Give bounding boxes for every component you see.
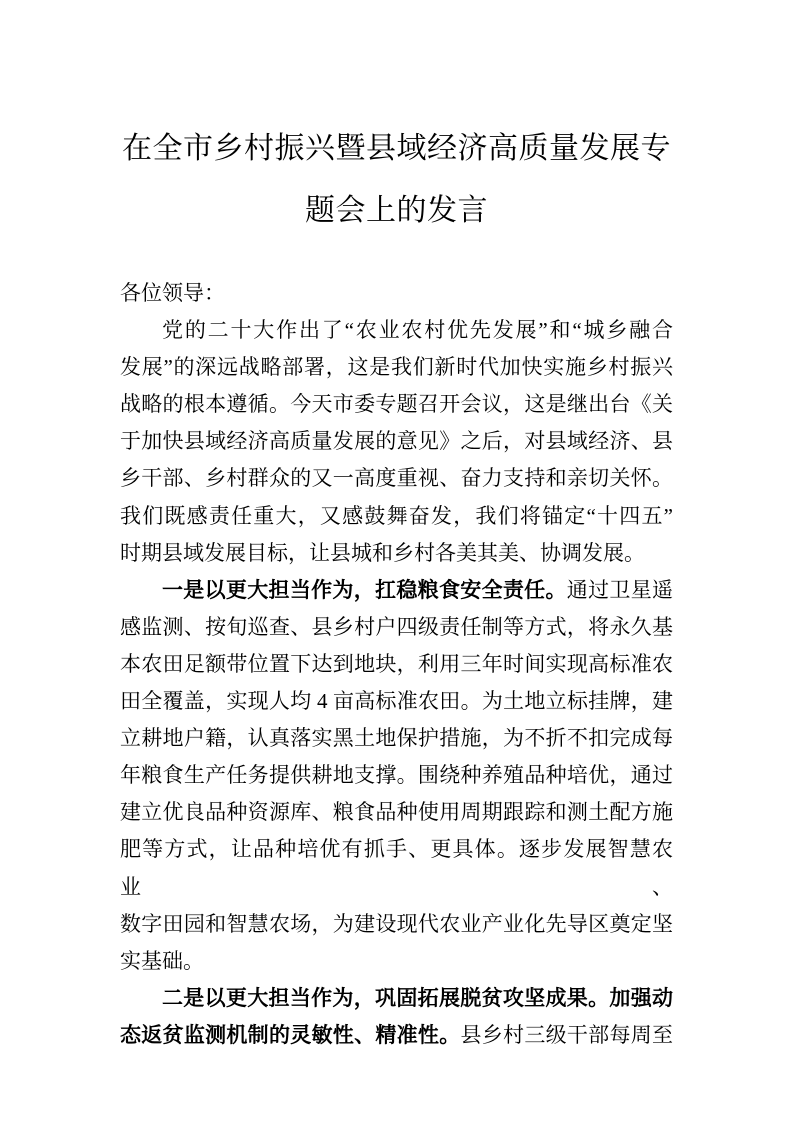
text-line <box>120 831 673 905</box>
text-line <box>120 609 673 646</box>
text-run: 我们既感责任重大，又感鼓舞奋发，我们将锚定“十四五” <box>120 503 673 528</box>
text-run: 乡干部、乡村群众的又一高度重视、奋力支持和亲切关怀。 <box>120 466 673 491</box>
text-line <box>120 720 673 757</box>
text-line <box>120 980 673 1017</box>
text-run: 田全覆盖，实现人均 4 亩高标准农田。为土地立标挂牌，建 <box>120 689 673 714</box>
text-run: 年粮食生产任务提供耕地支撑。围绕种养殖品种培优，通过 <box>120 763 673 788</box>
text-line <box>120 794 673 831</box>
text-line <box>120 460 673 497</box>
text-line <box>120 906 673 943</box>
text-run: 战略的根本遵循。今天市委专题召开会议，这是继出台《关 <box>120 392 673 417</box>
document-title <box>120 118 673 242</box>
title-line: 在全市乡村振兴暨县域经济高质量发展专 <box>122 132 671 165</box>
paragraph-para-point-one <box>120 572 673 980</box>
text-run: 感监测、按旬巡查、县乡村户四级责任制等方式，将永久基 <box>120 614 673 639</box>
text-run: 数字田园和智慧农场，为建设现代农业产业化先导区奠定坚 <box>120 911 673 936</box>
text-run: 县乡村三级干部每周至 <box>460 1022 674 1047</box>
text-run: 各位领导： <box>120 281 225 305</box>
text-line <box>120 423 673 460</box>
text-line <box>120 943 673 980</box>
text-line <box>120 312 673 349</box>
paragraph-salutation <box>120 275 673 312</box>
text-line <box>120 498 673 535</box>
text-run: 通过卫星遥 <box>566 577 673 602</box>
paragraph-para-point-two <box>120 980 673 1054</box>
bold-text-run: 态返贫监测机制的灵敏性、精准性。 <box>120 1022 461 1047</box>
text-line <box>120 646 673 683</box>
text-line <box>120 572 673 609</box>
text-run: 立耕地户籍，认真落实黑土地保护措施，为不折不扣完成每 <box>120 726 673 751</box>
text-run: 建立优良品种资源库、粮食品种使用周期跟踪和测土配方施 <box>120 800 673 825</box>
text-line <box>120 349 673 386</box>
text-line <box>120 275 673 312</box>
paragraph-para-opening <box>120 312 673 572</box>
document-body <box>120 275 673 1054</box>
text-run: 于加快县域经济高质量发展的意见》之后，对县域经济、县 <box>120 429 673 454</box>
text-run: 实基础。 <box>120 948 204 973</box>
text-run: 党的二十大作出了“农业农村优先发展”和“城乡融合 <box>162 318 673 343</box>
text-run: 肥等方式，让品种培优有抓手、更具体。逐步发展智慧农业、 <box>120 837 673 899</box>
bold-text-run: 二是以更大担当作为，巩固拓展脱贫攻坚成果。加强动 <box>162 985 673 1010</box>
text-line <box>120 535 673 572</box>
title-line: 题会上的发言 <box>305 194 488 227</box>
bold-text-run: 一是以更大担当作为，扛稳粮食安全责任。 <box>162 577 567 602</box>
text-line <box>120 757 673 794</box>
text-line <box>120 683 673 720</box>
text-line <box>120 1017 673 1054</box>
text-run: 时期县域发展目标，让县城和乡村各美其美、协调发展。 <box>120 540 645 565</box>
text-run: 本农田足额带位置下达到地块，利用三年时间实现高标准农 <box>120 651 673 676</box>
text-line <box>120 386 673 423</box>
text-run: 发展”的深远战略部署，这是我们新时代加快实施乡村振兴 <box>120 355 673 380</box>
